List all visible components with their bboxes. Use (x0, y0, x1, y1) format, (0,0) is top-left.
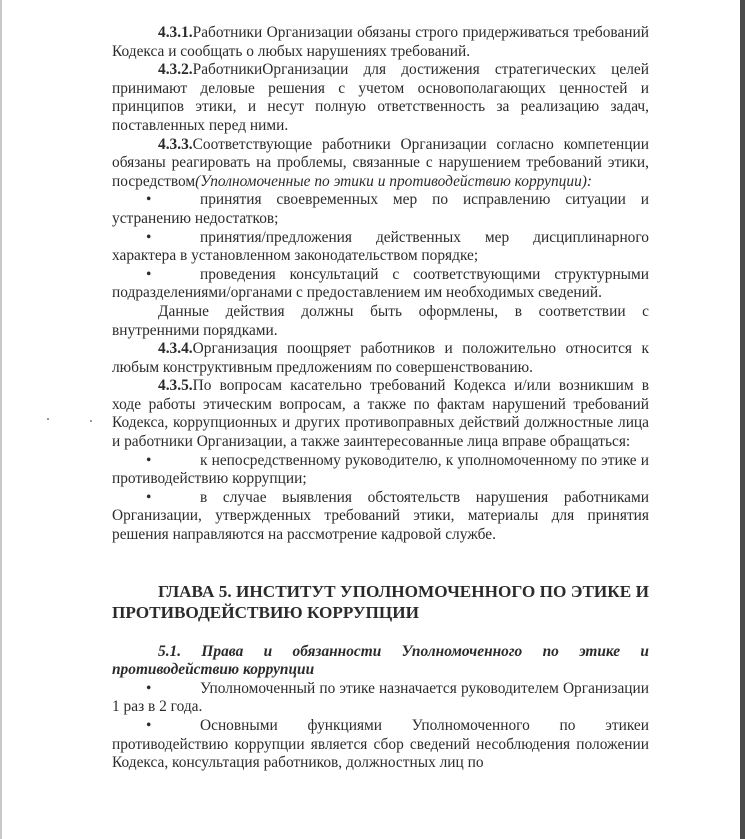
clause-text: По вопросам касательно требований Кодекса и/или возникшим в ходе работы этическим вопросам, а также по фактам нарушений требований Кодекса, коррупционных и других противоправных действий должностные лица и работники Организации, а также заинтересованные лица вправе обращаться: (112, 377, 649, 451)
clause-number: 4.3.4. (158, 340, 193, 358)
paragraph-4-3-1 (112, 24, 649, 61)
clause-text: РаботникиОрганизации для достижения стратегических целей принимают деловые решения с учетом основополагающих ценностей и принципов этики, и несут полную ответственность за реализацию задач, поставленных перед ними. (112, 61, 649, 134)
clause-number: 4.3.5. (158, 377, 193, 395)
list-item (112, 266, 649, 303)
scan-left-edge (0, 0, 2, 839)
paragraph-4-3-2 (112, 61, 649, 135)
bullet-icon: • (146, 679, 152, 697)
bullet-icon: • (146, 228, 152, 246)
bullet-icon: • (146, 191, 152, 209)
paragraph-4-3-3 (112, 136, 649, 192)
chapter-heading: ГЛАВА 5. ИНСТИТУТ УПОЛНОМОЧЕННОГО ПО ЭТИКЕ И ПРОТИВОДЕЙСТВИЮ КОРРУПЦИИ (112, 581, 649, 622)
document-page (112, 24, 649, 773)
paragraph-text: Данные действия должны быть оформлены, в соответствии с внутренними порядками. (112, 302, 649, 339)
list-item (112, 489, 649, 545)
list-item (112, 229, 649, 266)
list-item (112, 680, 649, 717)
bullet-icon: • (146, 265, 152, 283)
clause-text: Организация поощряет работников и положительно относится к любым конструктивным предложениям по совершенствованию. (112, 340, 649, 376)
paragraph-4-3-4 (112, 340, 649, 377)
clause-number: 4.3.1. (158, 24, 193, 41)
list-item-text: Основными функциями Уполномоченного по этикеи противодействию коррупции является сбор сведений несоблюдения положении Кодекса, консультация работников, должностных лиц по (112, 717, 649, 772)
clause-text: Соответствующие работники Организации согласно компетенции обязаны реагировать на проблемы, связанные с нарушением требований этики, посредством (112, 135, 649, 190)
bullet-icon: • (146, 451, 152, 469)
section-heading: 5.1. Права и обязанности Уполномоченного по этике и противодействию коррупции (112, 642, 649, 679)
scan-speck (90, 420, 92, 422)
list-item-text: в случае выявления обстоятельств нарушения работниками Организации, утвержденных требований этики, материалы для принятия решения направляются на рассмотрение кадровой службе. (112, 488, 649, 544)
clause-number: 4.3.3. (158, 135, 193, 153)
clause-text: Работники Организации обязаны строго придерживаться требований Кодекса и сообщать о любых нарушениях требований. (112, 24, 649, 60)
scan-right-edge (740, 0, 745, 839)
bullet-icon: • (146, 717, 152, 734)
list-item-text: к непосредственному руководителю, к уполномоченному по этике и противодействию коррупции; (112, 451, 649, 488)
list-item-text: принятия/предложения действенных мер дисциплинарного характера в установленном законодательством порядке; (112, 228, 649, 265)
paragraph-4-3-5 (112, 377, 649, 451)
clause-number: 4.3.2. (158, 61, 193, 79)
clause-italic-note: (Уполномоченные по этики и противодействию коррупции): (195, 172, 593, 190)
list-item-text: проведения консультаций с соответствующими структурными подразделениями/органами с предоставлением им необходимых сведений. (112, 265, 649, 302)
scan-speck (47, 418, 49, 420)
list-item-text: Уполномоченный по этике назначается руководителем Организации 1 раз в 2 года. (112, 679, 649, 716)
bullet-icon: • (146, 488, 152, 506)
list-item (112, 717, 649, 773)
list-item (112, 191, 649, 228)
list-item (112, 452, 649, 489)
list-item-text: принятия своевременных мер по исправлению ситуации и устранению недостатков; (112, 191, 649, 227)
